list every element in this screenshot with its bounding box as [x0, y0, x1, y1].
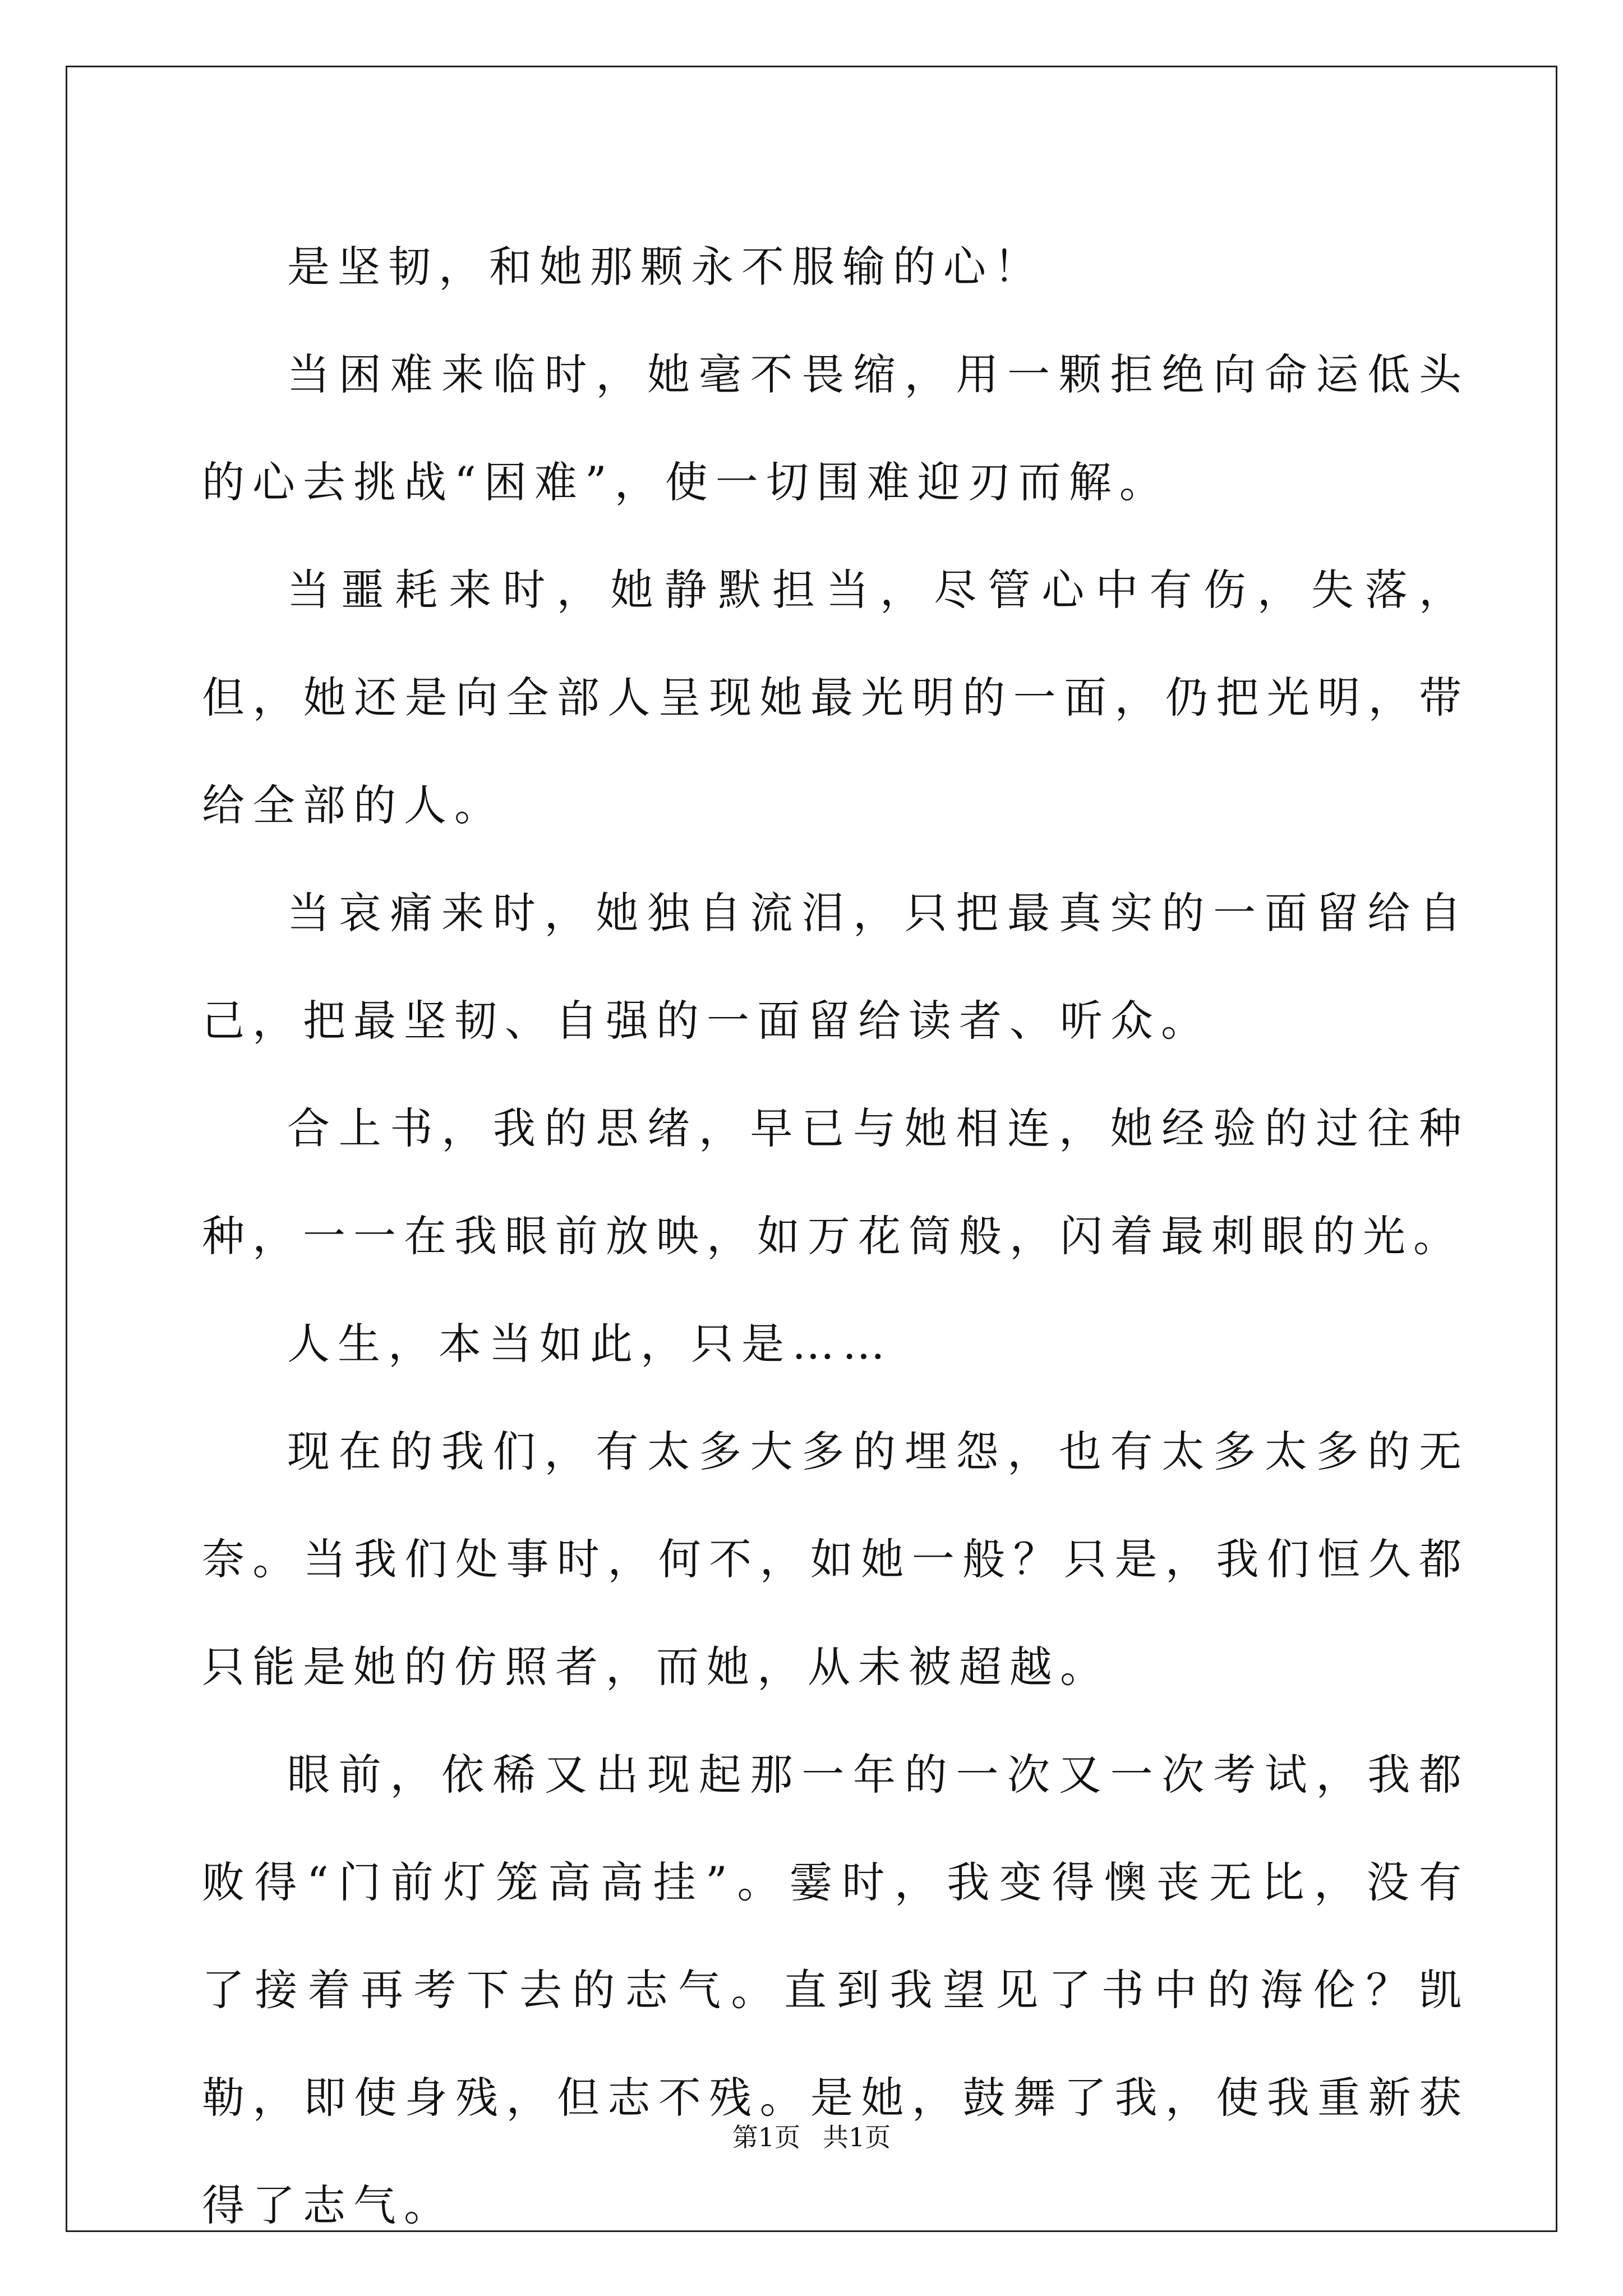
paragraph: 当哀痛来时，她独自流泪，只把最真实的一面留给自己，把最坚韧、自强的一面留给读者、听众。 [202, 888, 1469, 1046]
paragraph: 眼前，依稀又出现起那一年的一次又一次考试，我都败得“门前灯笼高高挂”。霎时，我变得懊丧无比，没有了接着再考下去的志气。直到我望见了书中的海伦？凯勒，即使身残，但志不残。是她，鼓舞了我，使我重新获得了志气。 [202, 1750, 1469, 2230]
paragraph: 合上书，我的思绪，早已与她相连，她经验的过往种种，一一在我眼前放映，如万花筒般，闪着最刺眼的光。 [202, 1103, 1469, 1261]
document-body [202, 213, 1469, 2260]
paragraph: 现在的我们，有太多大多的埋怨，也有太多太多的无奈。当我们处事时，何不，如她一般？只是，我们恒久都只能是她的仿照者，而她，从未被超越。 [202, 1427, 1469, 1692]
paragraph: 当困难来临时，她毫不畏缩，用一颗拒绝向命运低头的心去挑战“困难”，使一切围难迎刃而解。 [202, 349, 1469, 507]
page-footer [0, 2120, 1623, 2154]
paragraph: 当噩耗来时，她静默担当，尽管心中有伤，失落，但，她还是向全部人呈现她最光明的一面，仍把光明，带给全部的人。 [202, 565, 1469, 830]
page-number-total: 共1页 [823, 2122, 891, 2152]
paragraph: 是坚韧，和她那颗永不服输的心！ [287, 242, 1044, 292]
paragraph: 人生，本当如此，只是…… [287, 1319, 893, 1369]
page-number-current: 第1页 [732, 2122, 800, 2152]
